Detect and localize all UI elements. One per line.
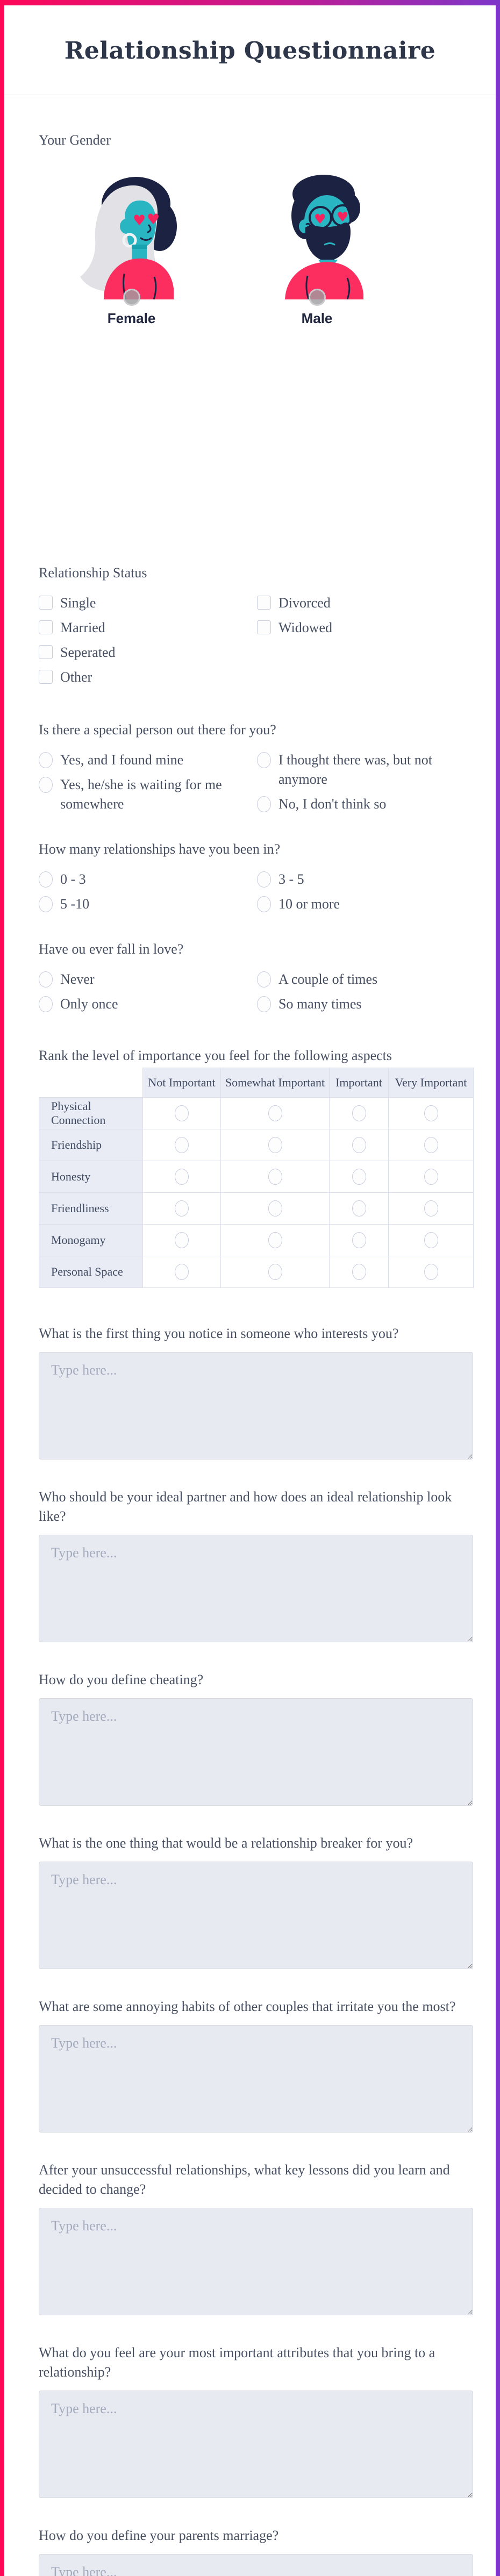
male-radio[interactable] <box>309 289 326 306</box>
question-special-person <box>39 720 473 819</box>
radio-option[interactable] <box>39 895 257 914</box>
option-label: Single <box>60 595 96 611</box>
gender-option-male[interactable] <box>224 150 410 327</box>
matrix-cell <box>221 1161 330 1193</box>
option-column <box>39 593 257 692</box>
checkbox[interactable] <box>257 620 271 634</box>
question-label: Rank the level of importance you feel for the following aspects <box>39 1048 392 1063</box>
svg-text:♥: ♥ <box>132 212 146 229</box>
radio[interactable] <box>175 1200 189 1217</box>
question-label: What is the first thing you notice in someone who interests you? <box>39 1326 399 1341</box>
matrix-cell <box>221 1193 330 1225</box>
matrix-row-label: Monogamy <box>39 1225 143 1256</box>
radio-option[interactable] <box>257 994 473 1014</box>
radio[interactable] <box>268 1232 282 1248</box>
question-label: How do you define cheating? <box>39 1672 204 1687</box>
radio-option[interactable] <box>257 895 473 914</box>
radio[interactable] <box>39 752 53 768</box>
option-label: Widowed <box>278 620 333 635</box>
matrix-cell <box>221 1256 330 1288</box>
matrix-row <box>39 1161 474 1193</box>
matrix-row <box>39 1225 474 1256</box>
radio[interactable] <box>257 752 271 768</box>
matrix-cell <box>389 1193 474 1225</box>
matrix-cell <box>389 1161 474 1193</box>
matrix-cell <box>389 1225 474 1256</box>
radio[interactable] <box>352 1137 366 1153</box>
answer-textarea[interactable] <box>39 2554 473 2576</box>
radio-option[interactable] <box>257 750 473 789</box>
matrix-row <box>39 1129 474 1161</box>
option-label: A couple of times <box>278 971 378 987</box>
radio-option[interactable] <box>39 970 257 989</box>
matrix-cell <box>143 1193 221 1225</box>
matrix-row-label: Friendliness <box>39 1193 143 1225</box>
matrix-column-header: Somewhat Important <box>221 1068 330 1098</box>
answer-textarea[interactable] <box>39 1535 473 1642</box>
radio[interactable] <box>175 1232 189 1248</box>
radio[interactable] <box>257 871 271 888</box>
radio[interactable] <box>424 1137 438 1153</box>
matrix-cell <box>389 1129 474 1161</box>
matrix-cell <box>330 1193 389 1225</box>
radio[interactable] <box>257 796 271 812</box>
matrix-cell <box>143 1161 221 1193</box>
radio[interactable] <box>175 1105 189 1121</box>
gender-option-label: Female <box>107 310 156 326</box>
matrix-cell <box>330 1098 389 1129</box>
gender-option-female[interactable] <box>39 150 224 327</box>
matrix-row-label: Honesty <box>39 1161 143 1193</box>
question-relationship-status <box>39 563 473 692</box>
checkbox-option[interactable] <box>257 618 473 638</box>
matrix-cell <box>221 1129 330 1161</box>
matrix-cell <box>143 1098 221 1129</box>
question-long-answer <box>39 1997 473 2133</box>
matrix-cell <box>221 1225 330 1256</box>
radio[interactable] <box>175 1264 189 1280</box>
radio[interactable] <box>424 1105 438 1121</box>
option-label: Other <box>60 669 92 685</box>
matrix-column-header: Very Important <box>389 1068 474 1098</box>
question-long-answer <box>39 2343 473 2498</box>
checkbox-option[interactable] <box>39 668 257 687</box>
matrix-row-label: Personal Space <box>39 1256 143 1288</box>
long-answer-questions <box>39 1324 473 2576</box>
option-label: Married <box>60 620 105 635</box>
answer-textarea[interactable] <box>39 1352 473 1459</box>
radio-option[interactable] <box>257 970 473 989</box>
answer-textarea[interactable] <box>39 2208 473 2315</box>
radio-group <box>39 970 473 1019</box>
option-column <box>257 750 473 819</box>
question-long-answer <box>39 1834 473 1969</box>
matrix-cell <box>330 1129 389 1161</box>
matrix-cell <box>330 1256 389 1288</box>
matrix-cell <box>389 1256 474 1288</box>
gender-option-label: Male <box>301 310 333 326</box>
option-label: I thought there was, but not anymore <box>278 752 432 787</box>
radio[interactable] <box>268 1264 282 1280</box>
checkbox-option[interactable] <box>39 593 257 613</box>
answer-textarea[interactable] <box>39 2025 473 2133</box>
question-long-answer <box>39 1324 473 1459</box>
radio[interactable] <box>424 1200 438 1217</box>
matrix-cell <box>389 1098 474 1129</box>
question-label: After your unsuccessful relationships, what key lessons did you learn and decided to change? <box>39 2162 450 2197</box>
matrix-corner-cell <box>39 1068 143 1098</box>
question-label: Is there a special person out there for you? <box>39 722 276 738</box>
option-label: Only once <box>60 996 118 1012</box>
question-gender <box>39 131 473 327</box>
radio[interactable] <box>257 896 271 912</box>
radio-option[interactable] <box>257 870 473 889</box>
radio[interactable] <box>39 896 53 912</box>
checkbox-group <box>39 593 473 692</box>
radio[interactable] <box>268 1105 282 1121</box>
question-label: Have ou ever fall in love? <box>39 941 184 957</box>
question-relationship-count <box>39 840 473 919</box>
matrix-row-label: Physical Connection <box>39 1098 143 1129</box>
question-importance-matrix <box>39 1046 473 1288</box>
radio[interactable] <box>424 1264 438 1280</box>
option-column <box>257 970 473 1019</box>
matrix-cell <box>143 1129 221 1161</box>
radio-option[interactable] <box>39 870 257 889</box>
radio[interactable] <box>268 1137 282 1153</box>
radio[interactable] <box>257 996 271 1012</box>
radio[interactable] <box>424 1169 438 1185</box>
option-column <box>39 870 257 919</box>
option-column <box>39 750 257 819</box>
option-label: Divorced <box>278 595 331 611</box>
checkbox[interactable] <box>257 596 271 610</box>
question-label: How do you define your parents marriage? <box>39 2528 279 2543</box>
checkbox[interactable] <box>39 645 53 659</box>
checkbox-option[interactable] <box>39 643 257 662</box>
svg-text:♥: ♥ <box>146 211 160 228</box>
radio-option[interactable] <box>39 994 257 1014</box>
radio[interactable] <box>175 1169 189 1185</box>
checkbox[interactable] <box>39 670 53 684</box>
question-fall-in-love <box>39 940 473 1019</box>
checkbox[interactable] <box>39 620 53 634</box>
option-label: Yes, he/she is waiting for me somewhere <box>60 777 222 812</box>
option-label: Yes, and I found mine <box>60 752 184 768</box>
radio[interactable] <box>39 871 53 888</box>
radio[interactable] <box>352 1169 366 1185</box>
radio[interactable] <box>175 1137 189 1153</box>
page-title: Relationship Questionnaire <box>64 37 436 65</box>
matrix-cell <box>143 1225 221 1256</box>
option-label: No, I don't think so <box>278 796 387 812</box>
male-avatar-illustration <box>258 170 376 299</box>
radio[interactable] <box>352 1232 366 1248</box>
radio[interactable] <box>268 1200 282 1217</box>
matrix-row-label: Friendship <box>39 1129 143 1161</box>
radio[interactable] <box>352 1264 366 1280</box>
answer-textarea[interactable] <box>39 1862 473 1969</box>
matrix-cell <box>330 1161 389 1193</box>
svg-text:♥: ♥ <box>336 209 348 225</box>
question-label: What is the one thing that would be a relationship breaker for you? <box>39 1835 413 1851</box>
radio-group <box>39 750 473 819</box>
option-label: 10 or more <box>278 896 340 912</box>
form-body <box>4 131 496 2576</box>
matrix-cell <box>221 1098 330 1129</box>
right-accent-edge <box>496 0 500 2576</box>
radio[interactable] <box>39 971 53 988</box>
option-label: 5 -10 <box>60 896 90 912</box>
radio[interactable] <box>268 1169 282 1185</box>
question-label: How many relationships have you been in? <box>39 841 281 857</box>
answer-textarea[interactable] <box>39 1698 473 1806</box>
option-label: Seperated <box>60 645 116 660</box>
option-column <box>39 970 257 1019</box>
radio[interactable] <box>257 971 271 988</box>
matrix-row <box>39 1098 474 1129</box>
female-radio[interactable] <box>123 289 140 306</box>
question-label: Who should be your ideal partner and how does an ideal relationship look like? <box>39 1489 452 1524</box>
answer-textarea[interactable] <box>39 2391 473 2498</box>
radio-option[interactable] <box>39 750 257 770</box>
option-column <box>257 870 473 919</box>
checkbox-option[interactable] <box>39 618 257 638</box>
question-label: What do you feel are your most important attributes that you bring to a relationship? <box>39 2345 435 2380</box>
importance-matrix-table <box>39 1068 474 1288</box>
option-label: 0 - 3 <box>60 871 86 887</box>
option-label: Never <box>60 971 95 987</box>
radio-option[interactable] <box>257 795 473 814</box>
left-accent-edge <box>0 0 4 2576</box>
question-long-answer <box>39 2160 473 2315</box>
matrix-column-header: Important <box>330 1068 389 1098</box>
checkbox-option[interactable] <box>257 593 473 613</box>
option-label: 3 - 5 <box>278 871 304 887</box>
radio[interactable] <box>39 777 53 793</box>
radio[interactable] <box>352 1200 366 1217</box>
svg-text:♥: ♥ <box>313 211 326 227</box>
option-column <box>257 593 473 692</box>
question-label: Your Gender <box>39 132 111 148</box>
matrix-cell <box>330 1225 389 1256</box>
radio[interactable] <box>352 1105 366 1121</box>
female-avatar-illustration <box>73 170 191 299</box>
matrix-column-header: Not Important <box>143 1068 221 1098</box>
radio-group <box>39 870 473 919</box>
question-long-answer <box>39 2526 473 2576</box>
matrix-cell <box>143 1256 221 1288</box>
radio[interactable] <box>39 996 53 1012</box>
radio-option[interactable] <box>39 775 257 814</box>
form-accent-bar <box>0 0 500 5</box>
gender-options <box>39 150 415 327</box>
matrix-row <box>39 1256 474 1288</box>
radio[interactable] <box>424 1232 438 1248</box>
checkbox[interactable] <box>39 596 53 610</box>
question-long-answer <box>39 1487 473 1642</box>
option-label: So many times <box>278 996 362 1012</box>
question-label: What are some annoying habits of other couples that irritate you the most? <box>39 1999 456 2014</box>
question-long-answer <box>39 1670 473 1806</box>
matrix-row <box>39 1193 474 1225</box>
question-label: Relationship Status <box>39 565 147 581</box>
